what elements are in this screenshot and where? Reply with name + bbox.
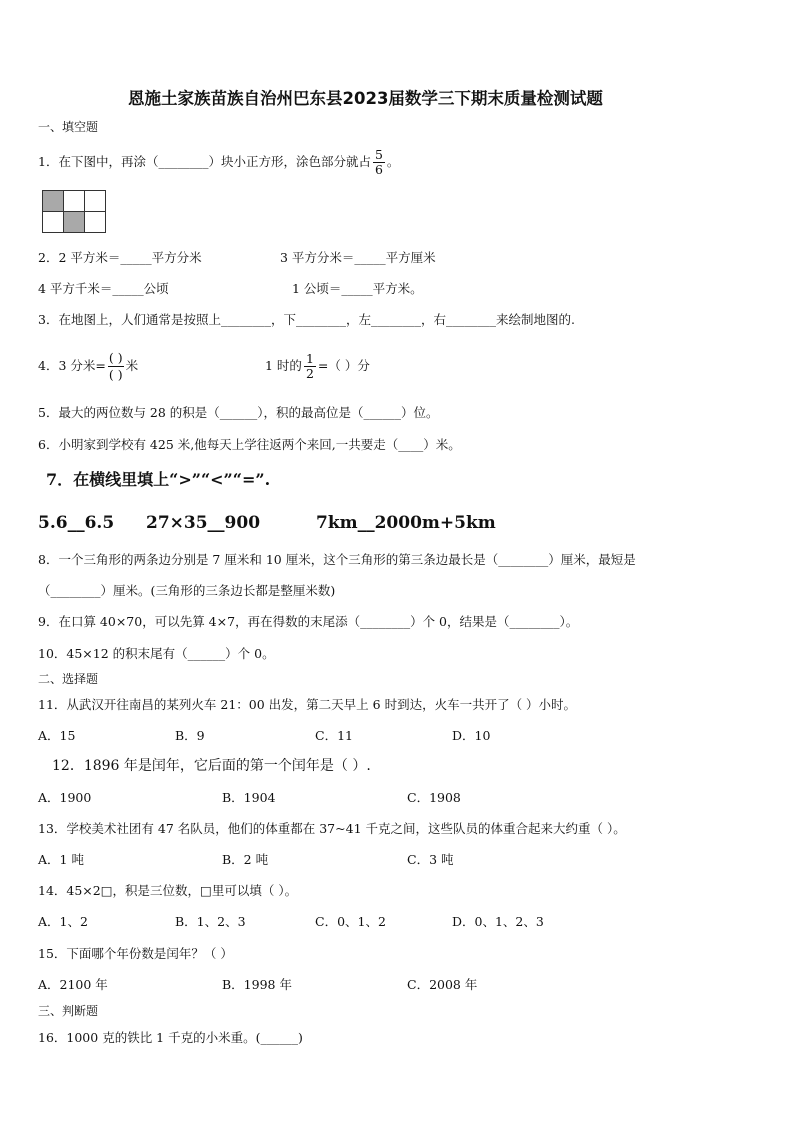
grid-cell (64, 191, 85, 212)
fraction-numerator: ( ) (108, 350, 123, 365)
section-fill-blank: 一、填空题 (38, 120, 99, 134)
fraction-denominator: ( ) (108, 367, 123, 382)
question-7a: 5.6__6.5 (38, 513, 115, 533)
question-8-line2: （________）厘米。(三角形的三条边长都是整厘米数) (38, 583, 336, 598)
blank-fraction (108, 350, 124, 383)
fraction-numerator: 5 (374, 147, 383, 162)
section-judge: 三、判断题 (38, 1004, 99, 1018)
q14-option-b: B．1、2、3 (175, 914, 246, 929)
question-4a-text: 4．3 分米= (38, 358, 106, 373)
question-5: 5．最大的两位数与 28 的积是（______），积的最高位是（______）位。 (38, 405, 439, 420)
q13-option-c: C．3 吨 (407, 852, 454, 867)
question-7: 7．在横线里填上“>”“<”“=”. (46, 470, 271, 489)
q12-option-c: C．1908 (407, 790, 461, 805)
question-1 (38, 148, 399, 177)
fraction-denominator: 2 (305, 366, 314, 381)
q15-option-a: A．2100 年 (38, 977, 108, 992)
grid-cell (85, 191, 106, 212)
question-12: 12．1896 年是闰年，它后面的第一个闰年是（ ）. (52, 758, 371, 774)
section-choice: 二、选择题 (38, 672, 99, 686)
grid-cell-shaded (64, 212, 85, 233)
q13-option-a: A．1 吨 (38, 852, 84, 867)
q11-option-d: D．10 (452, 728, 491, 743)
fraction-numerator: 1 (305, 351, 314, 366)
q12-option-b: B．1904 (222, 790, 276, 805)
q14-option-d: D．0、1、2、3 (452, 914, 544, 929)
question-6: 6．小明家到学校有 425 米,他每天上学往返两个来回,一共要走（____）米。 (38, 437, 461, 452)
question-2b: 3 平方分米＝_____平方厘米 (280, 250, 436, 265)
question-10: 10．45×12 的积末尾有（______）个 0。 (38, 646, 275, 661)
q13-option-b: B．2 吨 (222, 852, 269, 867)
q11-option-c: C．11 (315, 728, 353, 743)
question-15: 15．下面哪个年份数是闰年？（ ） (38, 946, 233, 961)
grid-cell (43, 212, 64, 233)
question-2c: 4 平方千米＝_____公顷 (38, 281, 169, 296)
page-title: 恩施土家族苗族自治州巴东县2023届数学三下期末质量检测试题 (128, 89, 603, 108)
question-4b-text: 1 时的 (265, 358, 302, 373)
question-7c: 7km__2000m+5km (316, 513, 496, 533)
question-2d: 1 公顷＝_____平方米。 (292, 281, 423, 296)
question-4a (38, 344, 138, 388)
q14-option-c: C．0、1、2 (315, 914, 386, 929)
q14-option-a: A．1、2 (38, 914, 88, 929)
square-grid-figure (42, 190, 106, 233)
question-14: 14．45×2□，积是三位数，□里可以填（ ）。 (38, 883, 298, 898)
q11-option-b: B．9 (175, 728, 205, 743)
question-7b: 27×35__900 (146, 513, 261, 533)
q12-option-a: A．1900 (38, 790, 92, 805)
question-13: 13．学校美术社团有 47 名队员，他们的体重都在 37~41 千克之间，这些队员的体重合起来大约重（ ）。 (38, 821, 626, 836)
question-1-text: 1．在下图中，再涂（________）块小正方形，涂色部分就占 (38, 154, 371, 169)
question-11: 11．从武汉开往南昌的某列火车 21：00 出发，第二天早上 6 时到达，火车一共开了（ ）小时。 (38, 697, 577, 712)
q15-option-c: C．2008 年 (407, 977, 478, 992)
fraction-1-2 (304, 352, 316, 381)
grid-cell (85, 212, 106, 233)
question-16: 16．1000 克的铁比 1 千克的小米重。(______) (38, 1030, 303, 1045)
grid-cell-shaded (43, 191, 64, 212)
question-8-line1: 8．一个三角形的两条边分别是 7 厘米和 10 厘米，这个三角形的第三条边最长是（________）厘米，最短是 (38, 552, 636, 567)
question-4b (265, 344, 370, 388)
question-1-end: 。 (386, 154, 400, 169)
question-2a: 2．2 平方米＝_____平方分米 (38, 250, 202, 265)
question-4a-unit: 米 (125, 358, 139, 373)
q11-option-a: A．15 (38, 728, 76, 743)
question-3: 3．在地图上，人们通常是按照上________，下________，左________，右________来绘制地图的. (38, 312, 575, 327)
fraction-denominator: 6 (374, 162, 383, 177)
question-4b-end: =（ ）分 (317, 358, 370, 373)
fraction-5-6 (373, 148, 385, 177)
question-9: 9．在口算 40×70，可以先算 4×7，再在得数的末尾添（________）个 0，结果是（________）。 (38, 614, 579, 629)
q15-option-b: B．1998 年 (222, 977, 292, 992)
